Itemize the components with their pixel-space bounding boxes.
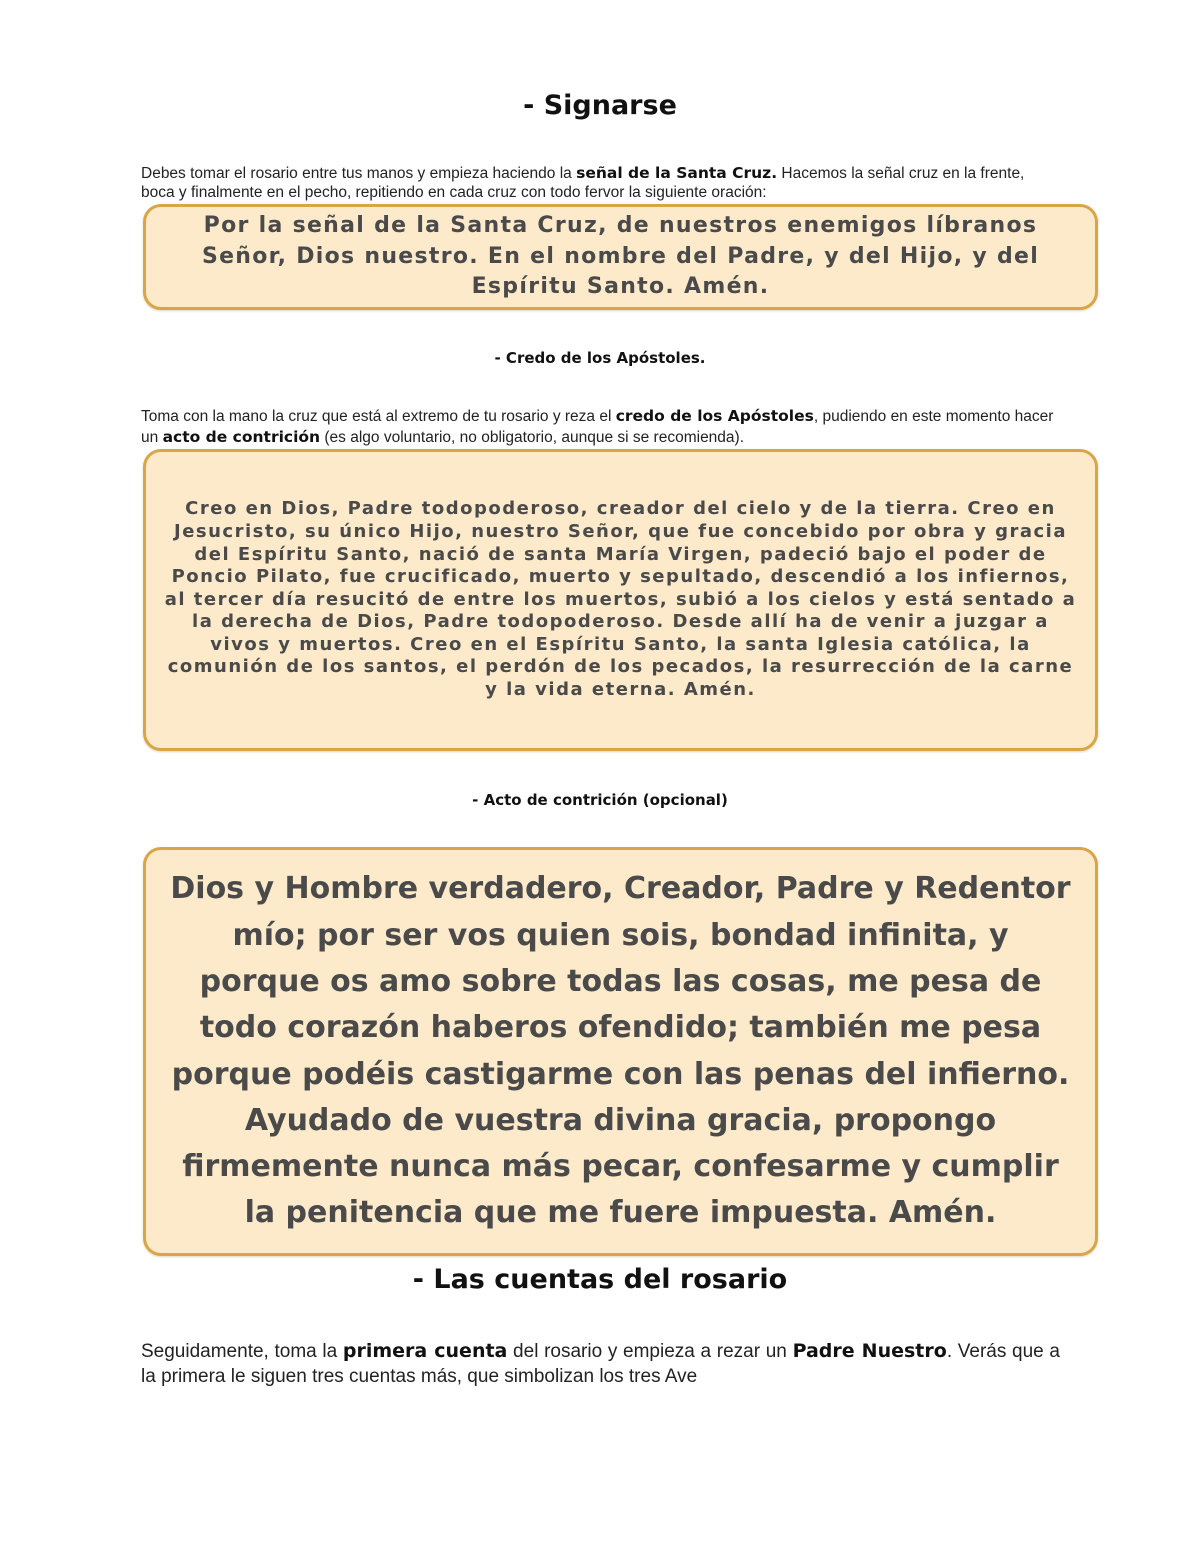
cuentas-text-2: del rosario y empieza a rezar un xyxy=(507,1341,793,1362)
signarse-text-1: Debes tomar el rosario entre tus manos y empieza haciendo la xyxy=(141,165,577,182)
signarse-bold-santa-cruz: señal de la Santa Cruz. xyxy=(576,164,778,182)
credo-bold-acto-contricion: acto de contrición xyxy=(162,428,321,446)
signarse-text-2: Hacemos la señal cruz en la frente, boca y finalmente en el pecho, repitiendo en cada cruz con todo fervor la siguiente oración: xyxy=(141,165,1025,201)
credo-text-3: (es algo voluntario, no obligatorio, aunque si se recomienda). xyxy=(320,429,745,446)
prayer-box-acto-contricion xyxy=(143,847,1098,1256)
cuentas-bold-padre-nuestro: Padre Nuestro xyxy=(792,1340,947,1362)
prayer-text-senal-de-la-cruz: Por la señal de la Santa Cruz, de nuestros enemigos líbranos Señor, Dios nuestro. En el nombre del Padre, y del Hijo, y del Espíritu Santo. Amén. xyxy=(201,213,1040,300)
section-title-cuentas-rosario: - Las cuentas del rosario xyxy=(412,1264,788,1295)
section-title-acto-contricion: - Acto de contrición (opcional) xyxy=(472,791,728,809)
prayer-box-senal-de-la-cruz xyxy=(143,204,1098,310)
credo-bold-credo-apostoles: credo de los Apóstoles xyxy=(615,407,814,425)
credo-text-2: , pudiendo en este momento hacer un xyxy=(141,408,1054,446)
prayer-text-credo: Creo en Dios, Padre todopoderoso, creador del cielo y de la tierra. Creo en Jesucristo, su único Hijo, nuestro Señor, que fue concebido por obra y gracia del Espíritu Santo, nació de santa María Virgen, padeció bajo el poder de Poncio Pilato, fue crucificado, muerto y sepultado, descendió a los infiernos, al tercer día resucitó de entre los muertos, subió a los cielos y está sentado a la derecha de Dios, Padre todopoderoso. Desde allí ha de venir a juzgar a vivos y muertos. Creo en el Espíritu Santo, la santa Iglesia católica, la comunión de los santos, el perdón de los pecados, la resurrección de la carne y la vida eterna. Amén. xyxy=(164,498,1077,701)
cuentas-bold-primera-cuenta: primera cuenta xyxy=(342,1340,508,1362)
section-title-credo: - Credo de los Apóstoles. xyxy=(494,349,706,367)
cuentas-text-1: Seguidamente, toma la xyxy=(141,1341,343,1362)
credo-instructions xyxy=(141,406,1060,448)
cuentas-instructions xyxy=(141,1339,1060,1389)
prayer-box-credo xyxy=(143,449,1098,751)
credo-text-1: Toma con la mano la cruz que está al extremo de tu rosario y reza el xyxy=(141,408,616,425)
signarse-instructions xyxy=(141,164,1060,202)
section-title-signarse: - Signarse xyxy=(523,90,677,121)
cuentas-text-3: . Verás que a la primera le siguen tres cuentas más, que simbolizan los tres Ave xyxy=(141,1341,1060,1387)
prayer-text-acto-contricion: Dios y Hombre verdadero, Creador, Padre y Redentor mío; por ser vos quien sois, bondad infinita, y porque os amo sobre todas las cosas, me pesa de todo corazón haberos ofendido; también me pesa porque podéis castigarme con las penas del infierno. Ayudado de vuestra divina gracia, propongo firmemente nunca más pecar, confesarme y cumplir la penitencia que me fuere impuesta. Amén. xyxy=(170,871,1071,1231)
